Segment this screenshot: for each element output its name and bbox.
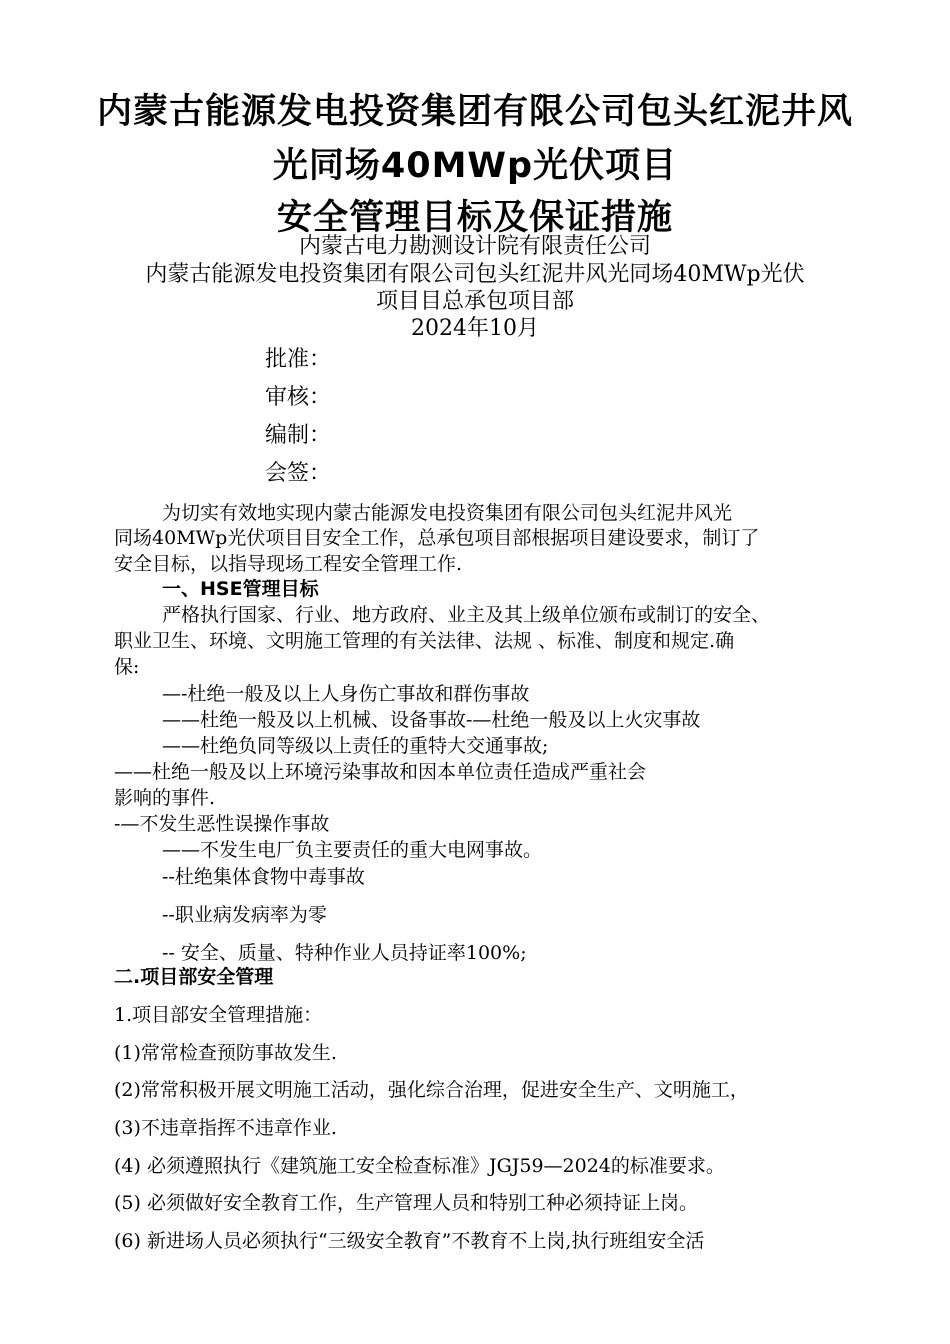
intro-line: 为切实有效地实现内蒙古能源发电投资集团有限公司包头红泥井风光 (162, 502, 733, 524)
hse-paragraph-line: 保: (114, 656, 140, 678)
safety-measure-item: (5) 必须做好安全教育工作，生产管理人员和特别工种必须持证上岗。 (114, 1192, 698, 1214)
intro-line: 同场40MWp光伏项目目安全工作，总承包项目部根据项目建设要求，制订了 (114, 527, 760, 549)
organization-name: 内蒙古电力勘测设计院有限责任公司 (298, 234, 651, 259)
safety-measure-item: (1)常常检查预防事故发生. (114, 1042, 337, 1064)
goal-item: ——杜绝负同等级以上责任的重特大交通事故; (162, 735, 549, 757)
intro-line: 安全目标，以指导现场工程安全管理工作. (114, 553, 463, 575)
approve-label: 批准： (265, 347, 332, 372)
document-title-line1: 内蒙古能源发电投资集团有限公司包头红泥井风 (96, 92, 853, 132)
goal-item: —-杜绝一般及以上人身伤亡事故和群伤事故 (162, 683, 530, 705)
safety-measure-item: (3)不违章指挥不违章作业. (114, 1117, 337, 1139)
goal-item: ——杜绝一般及以上机械、设备事故-—杜绝一般及以上火灾事故 (162, 709, 701, 731)
safety-measure-item: (2)常常积极开展文明施工活动，强化综合治理，促进安全生产、文明施工， (114, 1079, 749, 1101)
goal-item: -- 安全、质量、特种作业人员持证率100%; (162, 942, 527, 964)
document-title-line2: 光同场40MWp光伏项目 (272, 146, 678, 186)
hse-paragraph-line: 职业卫生、环境、文明施工管理的有关法律、法规 、标准、制度和规定.确 (114, 630, 735, 652)
compile-label: 编制： (265, 423, 332, 448)
document-date: 2024年10月 (411, 316, 539, 341)
hse-paragraph-line: 严格执行国家、行业、地方政府、业主及其上级单位颁布或制订的安全、 (162, 604, 771, 626)
document-title-line3: 安全管理目标及保证措施 (276, 198, 673, 238)
goal-item: ——杜绝一般及以上环境污染事故和因本单位责任造成严重社会 (114, 761, 647, 783)
goal-item: --杜绝集体食物中毒事故 (162, 866, 365, 888)
safety-measure-item: 1.项目部安全管理措施： (114, 1004, 323, 1026)
goal-item: 影响的事件. (114, 787, 216, 809)
goal-item: --职业病发病率为零 (162, 904, 327, 926)
goal-item: ——不发生电厂负主要责任的重大电网事故。 (162, 839, 543, 861)
section-heading-hse: 一、HSE管理目标 (162, 578, 319, 600)
section-heading-project-safety: 二.项目部安全管理 (114, 966, 274, 988)
project-department-line2: 项目目总承包项目部 (375, 289, 574, 314)
review-label: 审核： (265, 385, 332, 410)
safety-measure-item: (6) 新进场人员必须执行“三级安全教育”不教育不上岗,执行班组安全活 (114, 1230, 705, 1252)
goal-item: -—不发生恶性误操作事故 (114, 813, 330, 835)
countersign-label: 会签： (265, 461, 332, 486)
safety-measure-item: (4) 必须遵照执行《建筑施工安全检查标准》JGJ59—2024的标准要求。 (114, 1155, 725, 1177)
project-department-line1: 内蒙古能源发电投资集团有限公司包头红泥井风光同场40MWp光伏 (145, 262, 805, 287)
